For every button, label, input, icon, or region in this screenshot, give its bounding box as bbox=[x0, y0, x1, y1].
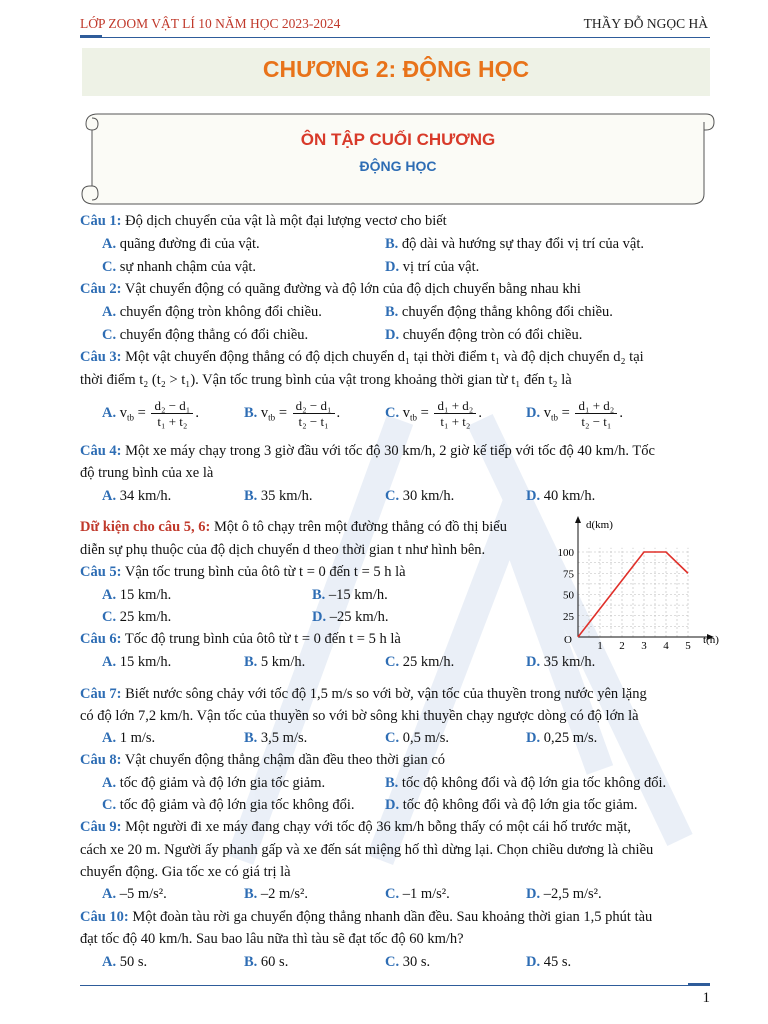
vtb-symbol: v bbox=[402, 404, 410, 421]
q8-label: Câu 8: bbox=[80, 752, 122, 768]
q6-option-a-text: 15 km/h. bbox=[119, 654, 172, 670]
displacement-time-graph bbox=[548, 512, 728, 650]
q7-option-d-letter: D. bbox=[526, 730, 541, 746]
q9-option-d-letter: D. bbox=[526, 886, 541, 902]
q9-option-c-letter: C. bbox=[385, 886, 400, 902]
q3-option-d-letter: D. bbox=[526, 404, 541, 421]
q6-option-d[interactable] bbox=[526, 653, 595, 671]
q7-option-a[interactable] bbox=[102, 729, 155, 747]
q5-stem bbox=[80, 563, 406, 581]
q10-option-d-text: 45 s. bbox=[543, 954, 572, 970]
q8-option-b-text: tốc độ không đổi và độ lớn gia tốc không đổi. bbox=[401, 775, 667, 791]
q3-option-c[interactable]: C. $v_{tb}$ = $\frac{\text{d₁ + d₂}}{\text{t₁ + t₂}}$ . bbox=[385, 398, 482, 429]
q8-text: Vật chuyển động thẳng chậm dần đều theo thời gian có bbox=[124, 752, 446, 768]
q10-option-b-text: 60 s. bbox=[260, 954, 289, 970]
q6-stem bbox=[80, 630, 401, 648]
q8-option-b[interactable] bbox=[385, 774, 666, 792]
q4-option-d-letter: D. bbox=[526, 488, 541, 504]
q10-option-b[interactable] bbox=[244, 953, 288, 971]
q5-option-b[interactable] bbox=[312, 586, 388, 604]
q9-option-a-text: –5 m/s². bbox=[119, 886, 167, 902]
data56-line2: diễn sự phụ thuộc của độ dịch chuyển d theo thời gian t như hình bên. bbox=[80, 542, 486, 558]
q3-option-d-fraction bbox=[575, 398, 617, 429]
q10-stem-line1 bbox=[80, 908, 652, 926]
q8-option-c[interactable] bbox=[102, 796, 355, 814]
q9-option-b-letter: B. bbox=[244, 886, 258, 902]
q7-option-c-letter: C. bbox=[385, 730, 400, 746]
q8-option-d-text: tốc độ không đổi và độ lớn gia tốc giảm. bbox=[402, 797, 638, 813]
scroll-title: ÔN TẬP CUỐI CHƯƠNG bbox=[300, 130, 496, 149]
footer-accent bbox=[688, 983, 710, 986]
fraction-denominator: t₁ + t₂ bbox=[440, 414, 471, 429]
q1-option-a[interactable] bbox=[102, 235, 260, 253]
q4-option-d-text: 40 km/h. bbox=[543, 488, 596, 504]
q1-option-c[interactable] bbox=[102, 258, 256, 276]
q6-option-c[interactable] bbox=[385, 653, 454, 671]
q4-option-c[interactable] bbox=[385, 487, 454, 505]
q9-line2: cách xe 20 m. Người ấy phanh gấp và xe đến sát miệng hố thì dừng lại. Chọn chiều dương là chiều bbox=[80, 842, 654, 858]
q2-option-b[interactable] bbox=[385, 303, 613, 321]
q1-option-d[interactable] bbox=[385, 258, 479, 276]
q7-option-a-text: 1 m/s. bbox=[119, 730, 156, 746]
q5-option-d[interactable] bbox=[312, 608, 389, 626]
q9-option-b-text: –2 m/s². bbox=[260, 886, 308, 902]
q8-option-a[interactable] bbox=[102, 774, 325, 792]
q7-option-d-text: 0,25 m/s. bbox=[543, 730, 598, 746]
q9-option-d[interactable] bbox=[526, 885, 602, 903]
q5-text: Vận tốc trung bình của ôtô từ t = 0 đến t = 5 h là bbox=[124, 564, 406, 580]
q1-option-b[interactable] bbox=[385, 235, 644, 253]
fraction-denominator: t₂ − t₁ bbox=[298, 414, 329, 429]
graph-yticks bbox=[558, 547, 575, 623]
q3-option-a-letter: A. bbox=[102, 404, 117, 421]
q4-stem-line1 bbox=[80, 442, 655, 460]
q6-text: Tốc độ trung bình của ôtô từ t = 0 đến t = 5 h là bbox=[124, 631, 401, 647]
q6-option-d-letter: D. bbox=[526, 654, 541, 670]
q3-option-b[interactable]: B. $v_{tb}$ = $\frac{\text{d₂ − d₁}}{\text{t₂ − t₁}}$ . bbox=[244, 398, 341, 429]
q10-line2: đạt tốc độ 40 km/h. Sau bao lâu nữa thì tàu sẽ đạt tốc độ 60 km/h? bbox=[80, 931, 464, 947]
y-tick-label: 75 bbox=[563, 568, 574, 581]
q9-stem-line1 bbox=[80, 818, 631, 836]
q5-option-d-letter: D. bbox=[312, 609, 327, 625]
q4-option-a-letter: A. bbox=[102, 488, 117, 504]
data56-label: Dữ kiện cho câu 5, 6: bbox=[80, 519, 211, 535]
q9-option-a[interactable] bbox=[102, 885, 167, 903]
y-tick-label: 100 bbox=[557, 547, 574, 559]
q9-option-b[interactable] bbox=[244, 885, 308, 903]
q4-option-c-letter: C. bbox=[385, 488, 400, 504]
q1-option-c-letter: C. bbox=[102, 259, 117, 275]
q3-option-a-fraction bbox=[151, 398, 193, 429]
q9-option-d-text: –2,5 m/s². bbox=[543, 886, 602, 902]
q1-option-d-letter: D. bbox=[385, 259, 400, 275]
data56-line1 bbox=[80, 518, 507, 536]
q7-option-b[interactable] bbox=[244, 729, 307, 747]
q9-label: Câu 9: bbox=[80, 819, 122, 835]
q2-option-d-text: chuyển động tròn có đổi chiều. bbox=[402, 327, 583, 343]
q3-line1: Một vật chuyển động thẳng có độ dịch chuyển d₁ tại thời điểm t₁ và độ dịch chuyển d₂ tại bbox=[125, 349, 644, 365]
q2-option-d-letter: D. bbox=[385, 327, 400, 343]
y-tick-label: 25 bbox=[563, 610, 574, 623]
q1-option-a-letter: A. bbox=[102, 236, 117, 252]
q10-option-a-letter: A. bbox=[102, 954, 117, 970]
q5-option-b-letter: B. bbox=[312, 587, 326, 603]
q9-option-c[interactable] bbox=[385, 885, 450, 903]
fraction-denominator: t₁ + t₂ bbox=[157, 414, 188, 429]
graph-grid bbox=[578, 548, 688, 637]
fraction-denominator: t₂ − t₁ bbox=[581, 414, 612, 429]
header-left: LỚP ZOOM VẬT LÍ 10 NĂM HỌC 2023-2024 bbox=[80, 16, 341, 31]
q2-option-b-letter: B. bbox=[385, 304, 399, 320]
q10-option-b-letter: B. bbox=[244, 954, 258, 970]
q3-option-c-fraction bbox=[434, 398, 476, 429]
q4-option-b-letter: B. bbox=[244, 488, 258, 504]
q2-option-a[interactable] bbox=[102, 303, 322, 321]
scroll-subtitle: ĐỘNG HỌC bbox=[359, 158, 437, 174]
q6-option-b-text: 5 km/h. bbox=[260, 654, 306, 670]
q9-line1: Một người đi xe máy đang chạy với tốc độ 36 km/h bỗng thấy có một cái hố trước mặt, bbox=[125, 819, 631, 835]
data56-text: Một ô tô chạy trên một đường thẳng có đồ thị biểu bbox=[213, 519, 507, 535]
fraction-numerator: d₁ + d₂ bbox=[434, 398, 476, 414]
q1-label: Câu 1: bbox=[80, 213, 122, 229]
q4-option-c-text: 30 km/h. bbox=[402, 488, 455, 504]
q10-label: Câu 10: bbox=[80, 909, 129, 925]
y-tick-label: 50 bbox=[563, 589, 574, 602]
fraction-numerator: d₁ + d₂ bbox=[575, 398, 617, 414]
q9-line3: chuyển động. Gia tốc xe có giá trị là bbox=[80, 864, 291, 880]
footer-divider bbox=[80, 985, 710, 986]
q10-option-d-letter: D. bbox=[526, 954, 541, 970]
q4-option-b[interactable] bbox=[244, 487, 312, 505]
q4-option-a[interactable] bbox=[102, 487, 171, 505]
q6-label: Câu 6: bbox=[80, 631, 122, 647]
q1-stem bbox=[80, 212, 447, 230]
q8-option-a-text: tốc độ giảm và độ lớn gia tốc giảm. bbox=[119, 775, 326, 791]
fraction-numerator: d₂ − d₁ bbox=[151, 398, 193, 414]
q3-option-b-letter: B. bbox=[244, 404, 258, 421]
vtb-symbol: v bbox=[543, 404, 551, 421]
q7-option-c-text: 0,5 m/s. bbox=[402, 730, 450, 746]
q2-option-c-letter: C. bbox=[102, 327, 117, 343]
q4-option-a-text: 34 km/h. bbox=[119, 488, 172, 504]
q9-option-c-text: –1 m/s². bbox=[402, 886, 450, 902]
q7-option-b-text: 3,5 m/s. bbox=[260, 730, 308, 746]
q8-option-c-text: tốc độ giảm và độ lớn gia tốc không đổi. bbox=[119, 797, 355, 813]
q5-option-b-text: –15 km/h. bbox=[328, 587, 388, 603]
page-number: 1 bbox=[702, 990, 710, 1006]
q7-line2: có độ lớn 7,2 km/h. Vận tốc của thuyền so với bờ sông khi thuyền chạy ngược dòng có độ lớn là bbox=[80, 708, 639, 724]
q5-option-a-letter: A. bbox=[102, 587, 117, 603]
q2-option-a-letter: A. bbox=[102, 304, 117, 320]
q3-option-c-letter: C. bbox=[385, 404, 400, 421]
q10-line1: Một đoàn tàu rời ga chuyển động thẳng nhanh dần đều. Sau khoảng thời gian 1,5 phút tàu bbox=[132, 909, 653, 925]
header-accent bbox=[80, 35, 102, 38]
graph-xlabel: t(h) bbox=[703, 634, 719, 646]
q1-option-d-text: vị trí của vật. bbox=[402, 259, 480, 275]
fraction-numerator: d₂ − d₁ bbox=[293, 398, 335, 414]
q3-label: Câu 3: bbox=[80, 349, 122, 365]
q7-stem-line1 bbox=[80, 685, 647, 703]
q7-option-c[interactable] bbox=[385, 729, 449, 747]
q10-option-c[interactable] bbox=[385, 953, 430, 971]
q6-option-d-text: 35 km/h. bbox=[543, 654, 596, 670]
q6-option-b-letter: B. bbox=[244, 654, 258, 670]
q8-option-b-letter: B. bbox=[385, 775, 399, 791]
q4-line2: độ trung bình của xe là bbox=[80, 465, 214, 481]
q7-option-d[interactable] bbox=[526, 729, 597, 747]
q1-option-a-text: quãng đường đi của vật. bbox=[119, 236, 260, 252]
q3-option-d[interactable]: D. $v_{tb}$ = $\frac{\text{d₁ + d₂}}{\text{t₂ − t₁}}$ . bbox=[526, 398, 623, 429]
q7-option-b-letter: B. bbox=[244, 730, 258, 746]
q7-label: Câu 7: bbox=[80, 686, 122, 702]
q8-option-d-letter: D. bbox=[385, 797, 400, 813]
q6-option-a-letter: A. bbox=[102, 654, 117, 670]
x-tick-label: 4 bbox=[663, 640, 669, 650]
q8-option-d[interactable] bbox=[385, 796, 638, 814]
q8-option-c-letter: C. bbox=[102, 797, 117, 813]
q2-option-b-text: chuyển động thẳng không đổi chiều. bbox=[401, 304, 613, 320]
y-axis-arrow bbox=[575, 516, 581, 523]
q2-text: Vật chuyển động có quãng đường và độ lớn của độ dịch chuyển bằng nhau khi bbox=[124, 281, 581, 297]
x-tick-label: 5 bbox=[685, 640, 691, 650]
graph-ylabel: d(km) bbox=[586, 519, 613, 531]
q5-option-c[interactable] bbox=[102, 608, 171, 626]
q4-line1: Một xe máy chạy trong 3 giờ đầu với tốc độ 30 km/h, 2 giờ kế tiếp với tốc độ 40 km/h. Tốc bbox=[125, 443, 655, 459]
q4-label: Câu 4: bbox=[80, 443, 122, 459]
q3-option-b-fraction bbox=[293, 398, 335, 429]
q5-option-c-letter: C. bbox=[102, 609, 117, 625]
q4-option-b-text: 35 km/h. bbox=[260, 488, 313, 504]
x-tick-label: 1 bbox=[597, 640, 603, 650]
x-tick-label: 3 bbox=[641, 640, 647, 650]
q3-line2: thời điểm t₂ (t₂ > t₁). Vận tốc trung bình của vật trong khoảng thời gian từ t₁ đến t₂ là bbox=[80, 372, 572, 388]
q9-option-a-letter: A. bbox=[102, 886, 117, 902]
q3-stem-line1 bbox=[80, 348, 644, 366]
q5-option-d-text: –25 km/h. bbox=[329, 609, 389, 625]
q2-option-c[interactable] bbox=[102, 326, 308, 344]
q5-option-a-text: 15 km/h. bbox=[119, 587, 172, 603]
header-right: THẦY ĐỖ NGỌC HÀ bbox=[583, 16, 708, 31]
q3-option-a[interactable]: A. $v_{tb}$ = $\frac{\text{d₂ − d₁}}{\text{t₁ + t₂}}$ . bbox=[102, 398, 199, 429]
q10-option-d[interactable] bbox=[526, 953, 571, 971]
q6-option-c-letter: C. bbox=[385, 654, 400, 670]
q6-option-b[interactable] bbox=[244, 653, 305, 671]
graph-xticks bbox=[597, 640, 691, 650]
q7-option-a-letter: A. bbox=[102, 730, 117, 746]
q10-option-c-text: 30 s. bbox=[402, 954, 431, 970]
q2-option-a-text: chuyển động tròn không đổi chiều. bbox=[119, 304, 322, 320]
q5-label: Câu 5: bbox=[80, 564, 122, 580]
q8-option-a-letter: A. bbox=[102, 775, 117, 791]
q4-option-d[interactable] bbox=[526, 487, 595, 505]
q2-option-d[interactable] bbox=[385, 326, 582, 344]
vtb-symbol: v bbox=[119, 404, 127, 421]
q1-option-c-text: sự nhanh chậm của vật. bbox=[119, 259, 257, 275]
vtb-symbol: v bbox=[260, 404, 269, 421]
q10-option-c-letter: C. bbox=[385, 954, 400, 970]
q7-line1: Biết nước sông chảy với tốc độ 1,5 m/s so với bờ, vận tốc của thuyền trong nước yên lặng bbox=[125, 686, 647, 702]
q1-option-b-letter: B. bbox=[385, 236, 399, 252]
x-tick-label: 2 bbox=[619, 640, 625, 650]
q2-stem bbox=[80, 280, 581, 298]
q10-option-a-text: 50 s. bbox=[119, 954, 148, 970]
q5-option-a[interactable] bbox=[102, 586, 171, 604]
q8-stem bbox=[80, 751, 445, 769]
q10-option-a[interactable] bbox=[102, 953, 147, 971]
q1-text: Độ dịch chuyển của vật là một đại lượng vectơ cho biết bbox=[125, 213, 447, 229]
q1-option-b-text: độ dài và hướng sự thay đổi vị trí của vật. bbox=[401, 236, 644, 252]
graph-origin: O bbox=[564, 634, 572, 646]
q2-option-c-text: chuyển động thẳng có đổi chiều. bbox=[119, 327, 309, 343]
header-divider bbox=[80, 37, 710, 38]
chapter-title: CHƯƠNG 2: ĐỘNG HỌC bbox=[262, 56, 530, 82]
q6-option-a[interactable] bbox=[102, 653, 171, 671]
q6-option-c-text: 25 km/h. bbox=[402, 654, 455, 670]
q5-option-c-text: 25 km/h. bbox=[119, 609, 172, 625]
q2-label: Câu 2: bbox=[80, 281, 122, 297]
